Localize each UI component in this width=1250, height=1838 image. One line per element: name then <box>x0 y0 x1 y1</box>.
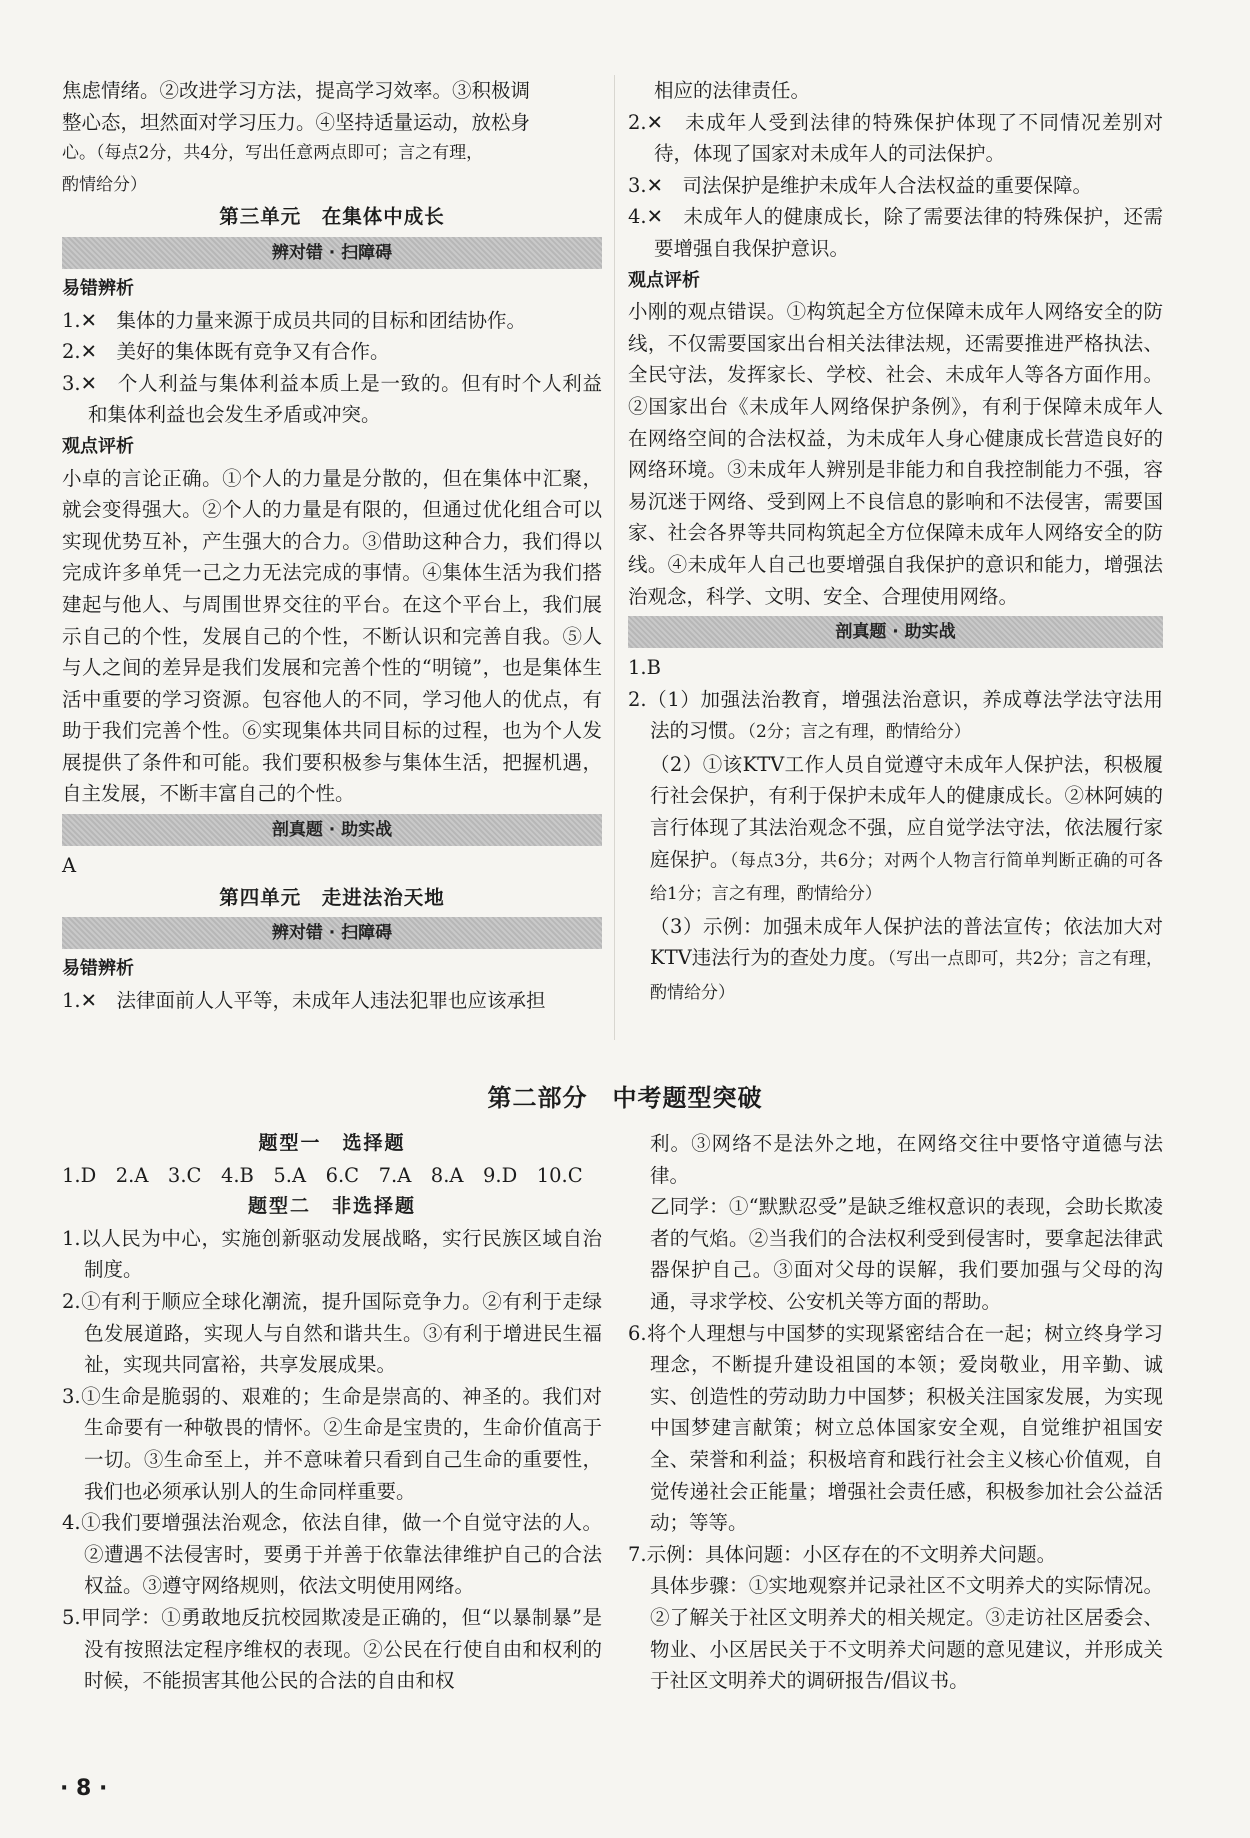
right-column-part2 <box>628 1128 1163 1697</box>
list-item: 具体步骤：①实地观察并记录社区不文明养犬的实际情况。②了解关于社区文明养犬的相关规定。③走访社区居委会、物业、小区居民关于不文明养犬问题的意见建议，并形成关于社区文明养犬的调研报告/倡议书。 <box>650 1574 1163 1693</box>
section-bar-bianduicuo-2: 辨对错 · 扫障碍 <box>62 917 602 949</box>
guandian-text: 小刚的观点错误。①构筑起全方位保障未成年人网络安全的防线，不仅需要国家出台相关法律法规，还需要推进严格执法、全民守法，发挥家长、学校、社会、未成年人等各方面作用。②国家出台《未成年人网络保护条例》，有利于保障未成年人在网络空间的合法权益，为未成年人身心健康成长营造良好的网络环境。③未成年人辨别是非能力和自我控制能力不强，容易沉迷于网络、受到网上不良信息的影响和不法侵害，需要国家、社会各界等共同构筑起全方位保障未成年人网络安全的防线。④未成年人自己也要增强自我保护的意识和能力，增强法治观念，科学、文明、安全、合理使用网络。 <box>628 300 1163 608</box>
guandian-text: 小卓的言论正确。①个人的力量是分散的，但在集体中汇聚，就会变得强大。②个人的力量是有限的，但通过优化组合可以实现优势互补，产生强大的合力。③借助这种合力，我们得以完成许多单凭一己之力无法完成的事情。④集体生活为我们搭建起与他人、与周围世界交往的平台。在这个平台上，我们展示自己的个性，发展自己的个性，不断认识和完善自我。⑤人与人之间的差异是我们发展和完善个性的“明镜”，也是集体生活中重要的学习资源。包容他人的不同，学习他人的优点，有助于我们完善个性。⑥实现集体共同目标的过程，也为个人发展提供了条件和可能。我们要积极参与集体生活，把握机遇，自主发展，不断丰富自己的个性。 <box>62 466 602 806</box>
part2-title: 第二部分 中考题型突破 <box>487 1083 763 1112</box>
answer-1: 1.B <box>628 656 661 680</box>
answer-2-3: （3）示例：加强未成年人保护法的普法宣传；依法加大对KTV违法行为的查处力度。（写出一点即可，共2分；言之有理，酌情给分） <box>650 914 1163 1004</box>
section-bar-pouzhenti: 剖真题 · 助实战 <box>628 616 1163 648</box>
list-item: 2.✕ 未成年人受到法律的特殊保护体现了不同情况差别对待，体现了国家对未成年人的司法保护。 <box>628 110 1163 166</box>
intro-line: 整心态，坦然面对学习压力。④坚持适量运动，放松身 <box>62 110 531 134</box>
intro-line: 焦虑情绪。②改进学习方法，提高学习效率。③积极调 <box>62 79 531 102</box>
guandian-label: 观点评析 <box>628 269 700 291</box>
list-item: 2.①有利于顺应全球化潮流，提升国际竞争力。②有利于走绿色发展道路，实现人与自然和谐共生。③有利于增进民生福祉，实现共同富裕，共享发展成果。 <box>62 1289 602 1377</box>
yicuo-label-2: 易错辨析 <box>62 958 134 980</box>
list-item: 1.✕ 法律面前人人平等，未成年人违法犯罪也应该承担 <box>62 988 546 1012</box>
column-divider <box>614 75 615 1040</box>
unit3-title: 第三单元 在集体中成长 <box>219 205 445 229</box>
list-item: 3.✕ 司法保护是维护未成年人合法权益的重要保障。 <box>628 173 1092 197</box>
question-type-1: 题型一 选择题 <box>258 1132 406 1154</box>
list-item: 乙同学：①“默默忍受”是缺乏维权意识的表现，会助长欺凌者的气焰。②当我们的合法权利受到侵害时，要拿起法律武器保护自己。③面对父母的误解，我们要加强与父母的沟通，寻求学校、公安机关等方面的帮助。 <box>650 1195 1163 1313</box>
intro-line: 酌情给分） <box>62 174 147 195</box>
list-item: 2.✕ 美好的集体既有竞争又有合作。 <box>62 340 390 364</box>
list-item: 3.①生命是脆弱的、艰难的；生命是崇高的、神圣的。我们对生命要有一种敬畏的情怀。②生命是宝贵的，生命价值高于一切。③生命至上，并不意味着只看到自己生命的重要性，我们也必须承认别人的生命同样重要。 <box>62 1384 602 1503</box>
list-item: 4.✕ 未成年人的健康成长，除了需要法律的特殊保护，还需要增强自我保护意识。 <box>628 205 1163 260</box>
mc-answers: 1.D 2.A 3.C 4.B 5.A 6.C 7.A 8.A 9.D 10.C <box>62 1163 583 1187</box>
section-bar-bianduicuo: 辨对错 · 扫障碍 <box>62 237 602 269</box>
guandian-label: 观点评析 <box>62 435 134 457</box>
list-item: 3.✕ 个人利益与集体利益本质上是一致的。但有时个人利益和集体利益也会发生矛盾或冲突。 <box>62 371 602 427</box>
list-item: 5.甲同学：①勇敢地反抗校园欺凌是正确的，但“以暴制暴”是没有按照法定程序维权的表现。②公民在行使自由和权利的时候，不能损害其他公民的合法的自由和权 <box>62 1605 602 1693</box>
intro-line: 心。（每点2分，共4分，写出任意两点即可；言之有理， <box>62 143 484 164</box>
yicuo-label: 易错辨析 <box>62 277 134 299</box>
right-column-top <box>628 75 1163 1010</box>
left-column-top <box>62 75 602 1016</box>
continuation: 利。③网络不是法外之地，在网络交往中要恪守道德与法律。 <box>650 1132 1163 1187</box>
left-column-part2 <box>62 1128 602 1697</box>
answer-2-2: （2）①该KTV工作人员自觉遵守未成年人保护法，积极履行社会保护，有利于保护未成年人的健康成长。②林阿姨的言行体现了其法治观念不强，应自觉学法守法，依法履行家庭保护。（每点3分，共6分；对两个人物言行简单判断正确的可各给1分；言之有理，酌情给分） <box>650 752 1163 905</box>
list-item: 1.✕ 集体的力量来源于成员共同的目标和团结协作。 <box>62 308 526 332</box>
question-type-2: 题型二 非选择题 <box>247 1195 416 1218</box>
page-number: · 8 · <box>60 1776 108 1801</box>
section-bar-pouzhenti: 剖真题 · 助实战 <box>62 814 602 846</box>
unit4-title: 第四单元 走进法治天地 <box>219 885 445 909</box>
answer-2-1: 2.（1）加强法治教育，增强法治意识，养成尊法学法守法用法的习惯。（2分；言之有理，酌情给分） <box>628 687 1163 743</box>
list-item: 4.①我们要增强法治观念，依法自律，做一个自觉守法的人。②遭遇不法侵害时，要勇于并善于依靠法律维护自己的合法权益。③遵守网络规则，依法文明使用网络。 <box>62 1511 602 1598</box>
list-item: 7.示例：具体问题：小区存在的不文明养犬问题。 <box>628 1542 1057 1566</box>
continuation: 相应的法律责任。 <box>654 79 811 102</box>
answer-a: A <box>62 854 77 878</box>
list-item: 6.将个人理想与中国梦的实现紧密结合在一起；树立终身学习理念，不断提升建设祖国的本领；爱岗敬业，用辛勤、诚实、创造性的劳动助力中国梦；积极关注国家发展，为实现中国梦建言献策；树立总体国家安全观，自觉维护祖国安全、荣誉和利益；积极培育和践行社会主义核心价值观，自觉传递社会正能量；增强社会责任感，积极参加社会公益活动；等等。 <box>628 1321 1163 1535</box>
list-item: 1.以人民为中心，实施创新驱动发展战略，实行民族区域自治制度。 <box>62 1226 602 1282</box>
